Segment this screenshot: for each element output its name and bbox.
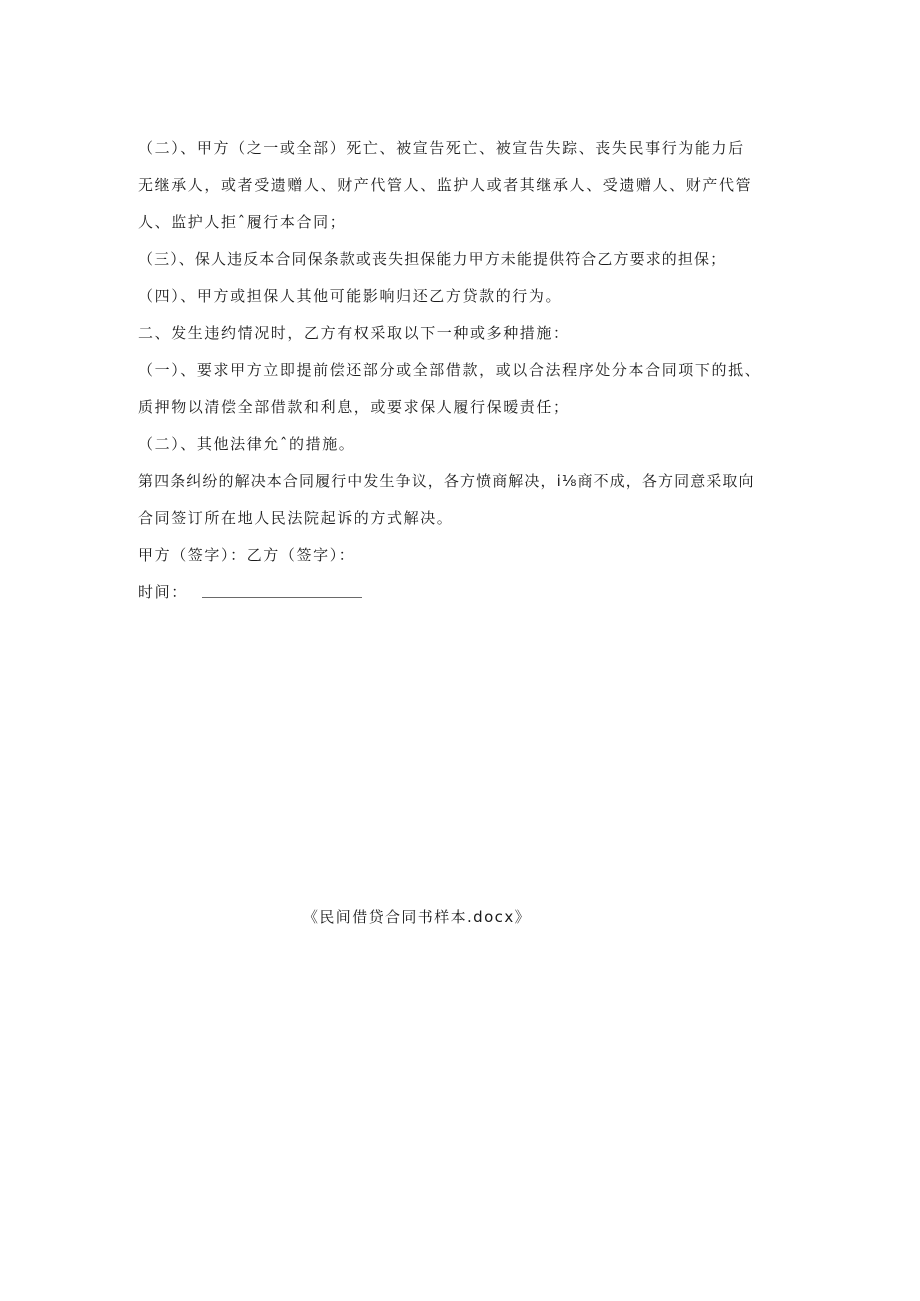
measure-1-line-1: （一）、要求甲方立即提前偿还部分或全部借款，或以合法程序处分本合同项下的抵、 xyxy=(138,361,762,379)
signature-line: 甲方（签字）：乙方（签字）： xyxy=(138,546,356,564)
measure-1-line-2: 质押物以清偿全部借款和利息，或要求保人履行保暧责任； xyxy=(138,398,570,416)
clause-2-line-3: 人、监护人拒ˆ履行本合同； xyxy=(138,213,347,231)
document-footer-title: 《民间借贷合同书样本.docx》 xyxy=(303,908,531,926)
clause-4-line: （四）、甲方或担保人其他可能影响归还乙方贷款的行为。 xyxy=(138,287,563,305)
time-row xyxy=(138,580,798,617)
section-2-heading: 二、发生违约情况时，乙方有权采取以下一种或多种措施： xyxy=(138,324,570,342)
clause-3-line: （三）、保人违反本合同保条款或丧失担保能力甲方未能提供符合乙方要求的担保； xyxy=(138,250,727,268)
article-4-line-2: 合同签订所在地人民法院起诉的方式解决。 xyxy=(138,509,454,527)
time-blank-underline xyxy=(202,580,362,598)
clause-2-line-1: （二）、甲方（之一或全部）死亡、被宣告死亡、被宣告失踪、丧失民事行为能力后 xyxy=(138,139,745,157)
document-body xyxy=(138,136,798,617)
measure-2-line: （二）、其他法律允ˆ的措施。 xyxy=(138,435,356,453)
article-4-line-1: 第四条纠纷的解决本合同履行中发生争议，各方愤商解决，i⅛商不成，各方同意采取向 xyxy=(138,472,755,490)
time-label: 时间： xyxy=(138,583,188,601)
clause-2-line-2: 无继承人，或者受遗赠人、财产代管人、监护人或者其继承人、受遗赠人、财产代管 xyxy=(138,176,753,194)
